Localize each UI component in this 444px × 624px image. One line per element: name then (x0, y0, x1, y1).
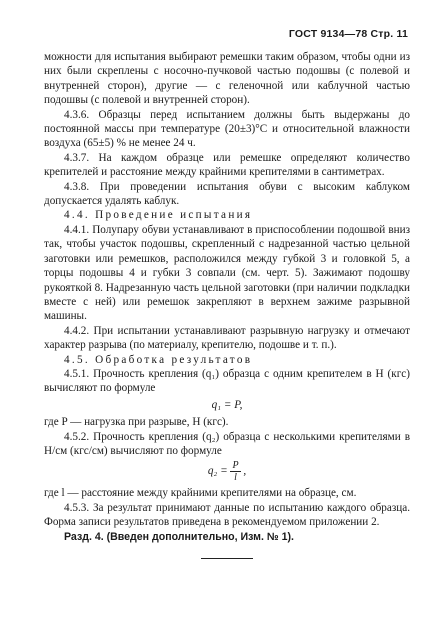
paragraph-4-3-6: 4.3.6. Образцы перед испытанием должны быть выдержаны до постоянной массы при температуре (20±3)°С и относительной влажности воздуха (65±5) % не менее 24 ч. (44, 108, 410, 150)
section-heading-4-5: 4.5. Обработка результатов (64, 353, 253, 366)
paragraph-4-4-1: 4.4.1. Полупару обуви устанавливают в приспособлении подошвой вниз так, чтобы участок подошвы, скрепленный с надрезанной частью цельной заготовки или ремешков, расположился между губкой 3 и головкой 5, а торцы подошвы 4 и губки 3 совпали (см. черт. 5). Зажимают подошву рукояткой 8. Надрезанную часть цельной заготовки (при наличии подкладки вместе с ней) или ремешок закрепляют в верхнем зажиме разрывной машины. (44, 223, 410, 323)
formula-q2-fraction (230, 460, 240, 483)
formula-q2 (44, 460, 410, 483)
paragraph-4-3-8: 4.3.8. При проведении испытания обуви с высоким каблуком допускается удалять каблук. (44, 180, 410, 208)
paragraph-4-4-2: 4.4.2. При испытании устанавливают разрывную нагрузку и отмечают характер разрыва (по материалу, крепителю, подошве и т. п.). (44, 324, 410, 352)
closing-rule (201, 558, 253, 559)
paragraph-4-5-3: 4.5.3. За результат принимают данные по испытанию каждого образца. Форма записи результатов приведена в рекомендуемом приложении 2. (44, 501, 410, 529)
formula-q1: q₁ = P, (211, 398, 243, 411)
formula-q1-legend: где P — нагрузка при разрыве, Н (кгс). (44, 416, 229, 429)
document-body (44, 50, 410, 559)
formula-q2-legend: где l — расстояние между крайними крепителями на образце, см. (44, 487, 357, 500)
formula-q2-numerator: P (232, 460, 239, 472)
paragraph-4-5-2: 4.5.2. Прочность крепления (q₂) образца с несколькими крепителями в Н/см (кгс/см) вычисляют по формуле (44, 430, 410, 457)
page-header: ГОСТ 9134—78 Стр. 11 (288, 28, 408, 40)
section-heading-4-4: 4.4. Проведение испытания (64, 209, 253, 222)
paragraph-4-5-1: 4.5.1. Прочность крепления (q₁) образца с одним крепителем в Н (кгс) вычисляют по формуле (44, 367, 410, 395)
formula-q2-lhs: q₂ = (207, 465, 228, 478)
paragraph-4-3-7: 4.3.7. На каждом образце или ремешке определяют количество крепителей и расстояние между крайними крепителями в сантиметрах. (44, 151, 410, 179)
paragraph-continuation: можности для испытания выбирают ремешки таким образом, чтобы одни из них были скреплены с носочно-пучковой частью подошвы (с полевой и внутренней сторон), другие — с геленочной или каблучной частью подошвы (с полевой и внутренней сторон). (44, 51, 410, 107)
formula-q2-tail: , (243, 465, 247, 478)
formula-q2-denominator: l (234, 472, 237, 484)
amendment-note: Разд. 4. (Введен дополнительно, Изм. № 1). (64, 530, 294, 543)
